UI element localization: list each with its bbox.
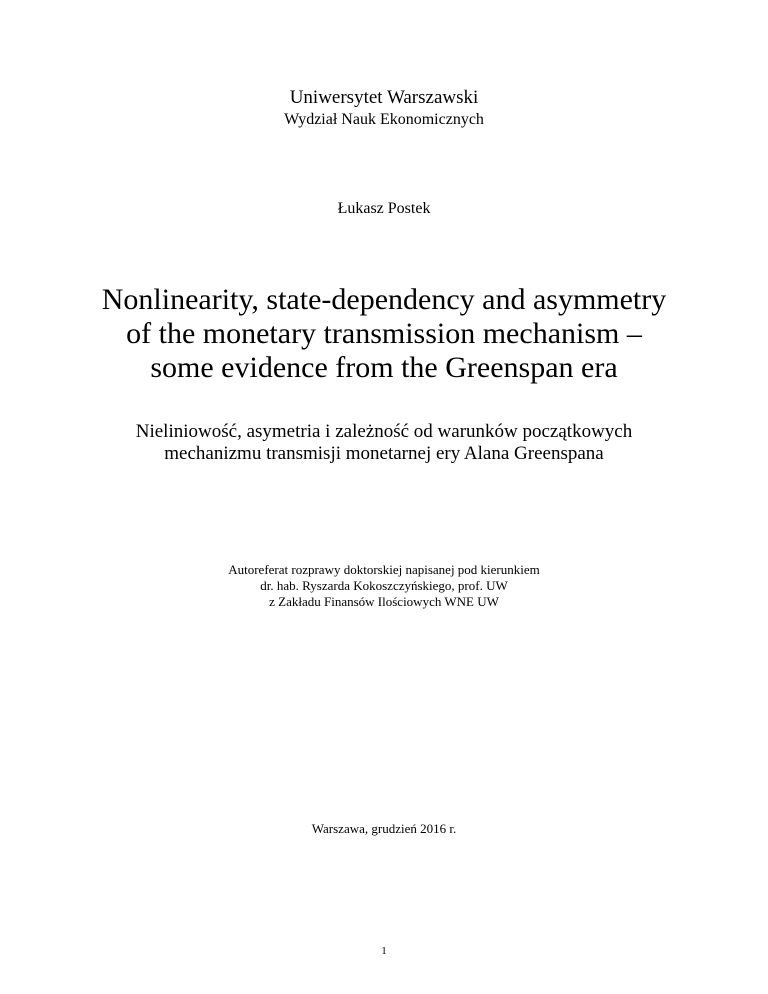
university-name: Uniwersytet Warszawski — [289, 87, 479, 108]
thesis-subtitle-line: Nieliniowość, asymetria i zależność od warunków początkowych — [135, 421, 633, 442]
supervisor-note — [0, 562, 768, 610]
supervisor-note-line: dr. hab. Ryszarda Kokoszczyńskiego, prof. UW — [260, 578, 508, 593]
supervisor-note-line: Autoreferat rozprawy doktorskiej napisanej pod kierunkiem — [228, 562, 540, 577]
supervisor-note-line: z Zakładu Finansów Ilościowych WNE UW — [269, 594, 499, 609]
author-name: Łukasz Postek — [337, 200, 431, 217]
thesis-subtitle-line: mechanizmu transmisji monetarnej ery Alana Greenspana — [164, 443, 604, 464]
thesis-title-line: of the monetary transmission mechanism – — [126, 317, 642, 350]
thesis-title-line: Nonlinearity, state-dependency and asymmetry — [101, 283, 667, 316]
place-and-date: Warszawa, grudzień 2016 r. — [311, 821, 457, 836]
faculty-name: Wydział Nauk Ekonomicznych — [284, 111, 484, 128]
thesis-title — [0, 283, 768, 385]
thesis-title-line: some evidence from the Greenspan era — [150, 351, 618, 384]
page-number: 1 — [381, 945, 387, 957]
thesis-subtitle — [0, 421, 768, 465]
